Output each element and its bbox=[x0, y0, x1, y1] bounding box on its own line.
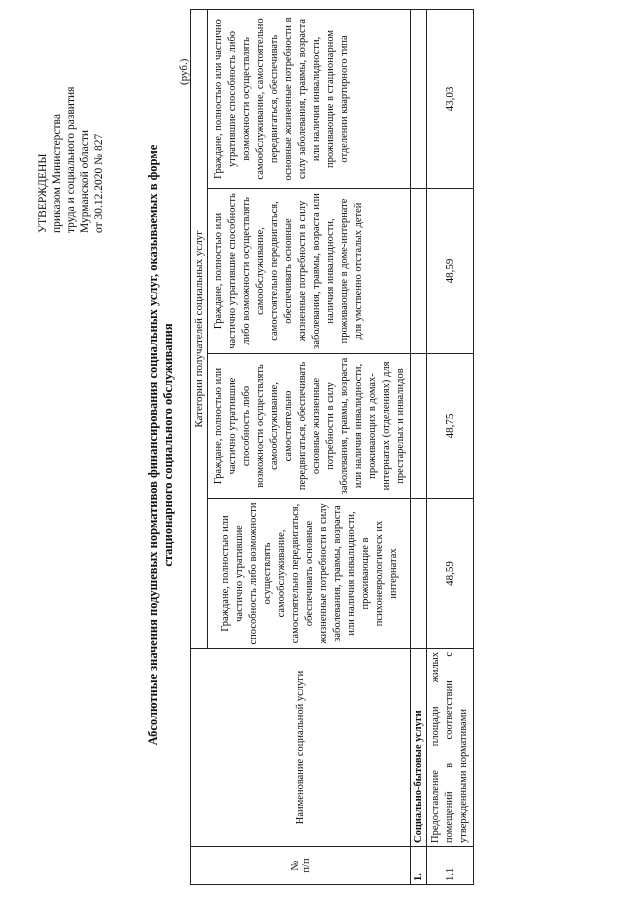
document-title bbox=[146, 5, 176, 885]
category-header-1: Граждане, полностью или частично утратившие способность либо возможности осуществлять самообслуживание, самостоятельно передвигаться, обеспечивать основные жизненные потребности в силу заболевания, травмы, возраста или наличия инвалидности, проживающие в психоневрологическ их интернатах bbox=[208, 499, 411, 649]
value-cell: 48,59 bbox=[427, 189, 474, 354]
category-header-2: Граждане, полностью или частично утратившие способность либо возможности осуществлять самообслуживание, самостоятельно передвигаться, обеспечивать основные жизненные потребности в силу заболевания, травмы, возраста или наличия инвалидности, проживающих в домах-интернатах (отделениях) для престарелых и инвалидов bbox=[208, 354, 411, 499]
col-categories-header: Категории получателей социальных услуг bbox=[191, 9, 208, 648]
norms-table bbox=[190, 9, 474, 885]
value-cell: 48,59 bbox=[427, 499, 474, 649]
approval-line: приказом Министерства bbox=[51, 114, 63, 233]
approval-line: от 30.12.2020 № 827 bbox=[93, 133, 105, 233]
section-empty-cell bbox=[411, 354, 427, 499]
service-name: Предоставление площади жилых помещений в соответствии с утвержденными нормативами bbox=[427, 649, 474, 847]
approval-line: УТВЕРЖДЕНЫ bbox=[37, 153, 49, 233]
value-cell: 43,03 bbox=[427, 9, 474, 188]
approval-line: труда и социального развития bbox=[65, 86, 77, 233]
title-line-2: стационарного социального обслуживания bbox=[161, 323, 175, 567]
table-row bbox=[427, 9, 474, 884]
col-num-header bbox=[191, 847, 411, 885]
row-number: 1.1 bbox=[427, 847, 474, 885]
section-empty-cell bbox=[411, 189, 427, 354]
section-empty-cell bbox=[411, 499, 427, 649]
section-empty-cell bbox=[411, 9, 427, 188]
approval-block bbox=[36, 13, 106, 233]
col-num-header-text: № п/п bbox=[289, 858, 312, 873]
category-header-3: Граждане, полностью или частично утратившие способность либо возможности осуществлять самообслуживание, самостоятельно передвигаться, обеспечивать основные жизненные потребности в силу заболевания, травмы, возраста или наличия инвалидности, проживающие в доме-интернате для умственно отсталых детей bbox=[208, 189, 411, 354]
section-title: Социально-бытовые услуги bbox=[411, 649, 427, 847]
category-header-4: Граждане, полностью или частично утратившие способность либо возможности осуществлять самообслуживание, самостоятельно передвигаться, обеспечивать основные жизненные потребности в силу заболевания, травмы, возраста или наличия инвалидности, проживающие в стационарном отделении квартирного типа bbox=[208, 9, 411, 188]
header-row-1 bbox=[191, 9, 208, 884]
approval-line: Мурманской области bbox=[79, 129, 91, 233]
section-row bbox=[411, 9, 427, 884]
value-cell: 48,75 bbox=[427, 354, 474, 499]
title-line-1: Абсолютные значения подушевых нормативов финансирования социальных услуг, оказываемых в форме bbox=[146, 144, 160, 746]
section-number: 1. bbox=[411, 847, 427, 885]
unit-label: (руб.) bbox=[178, 58, 190, 85]
col-name-header: Наименование социальной услуги bbox=[191, 649, 411, 847]
